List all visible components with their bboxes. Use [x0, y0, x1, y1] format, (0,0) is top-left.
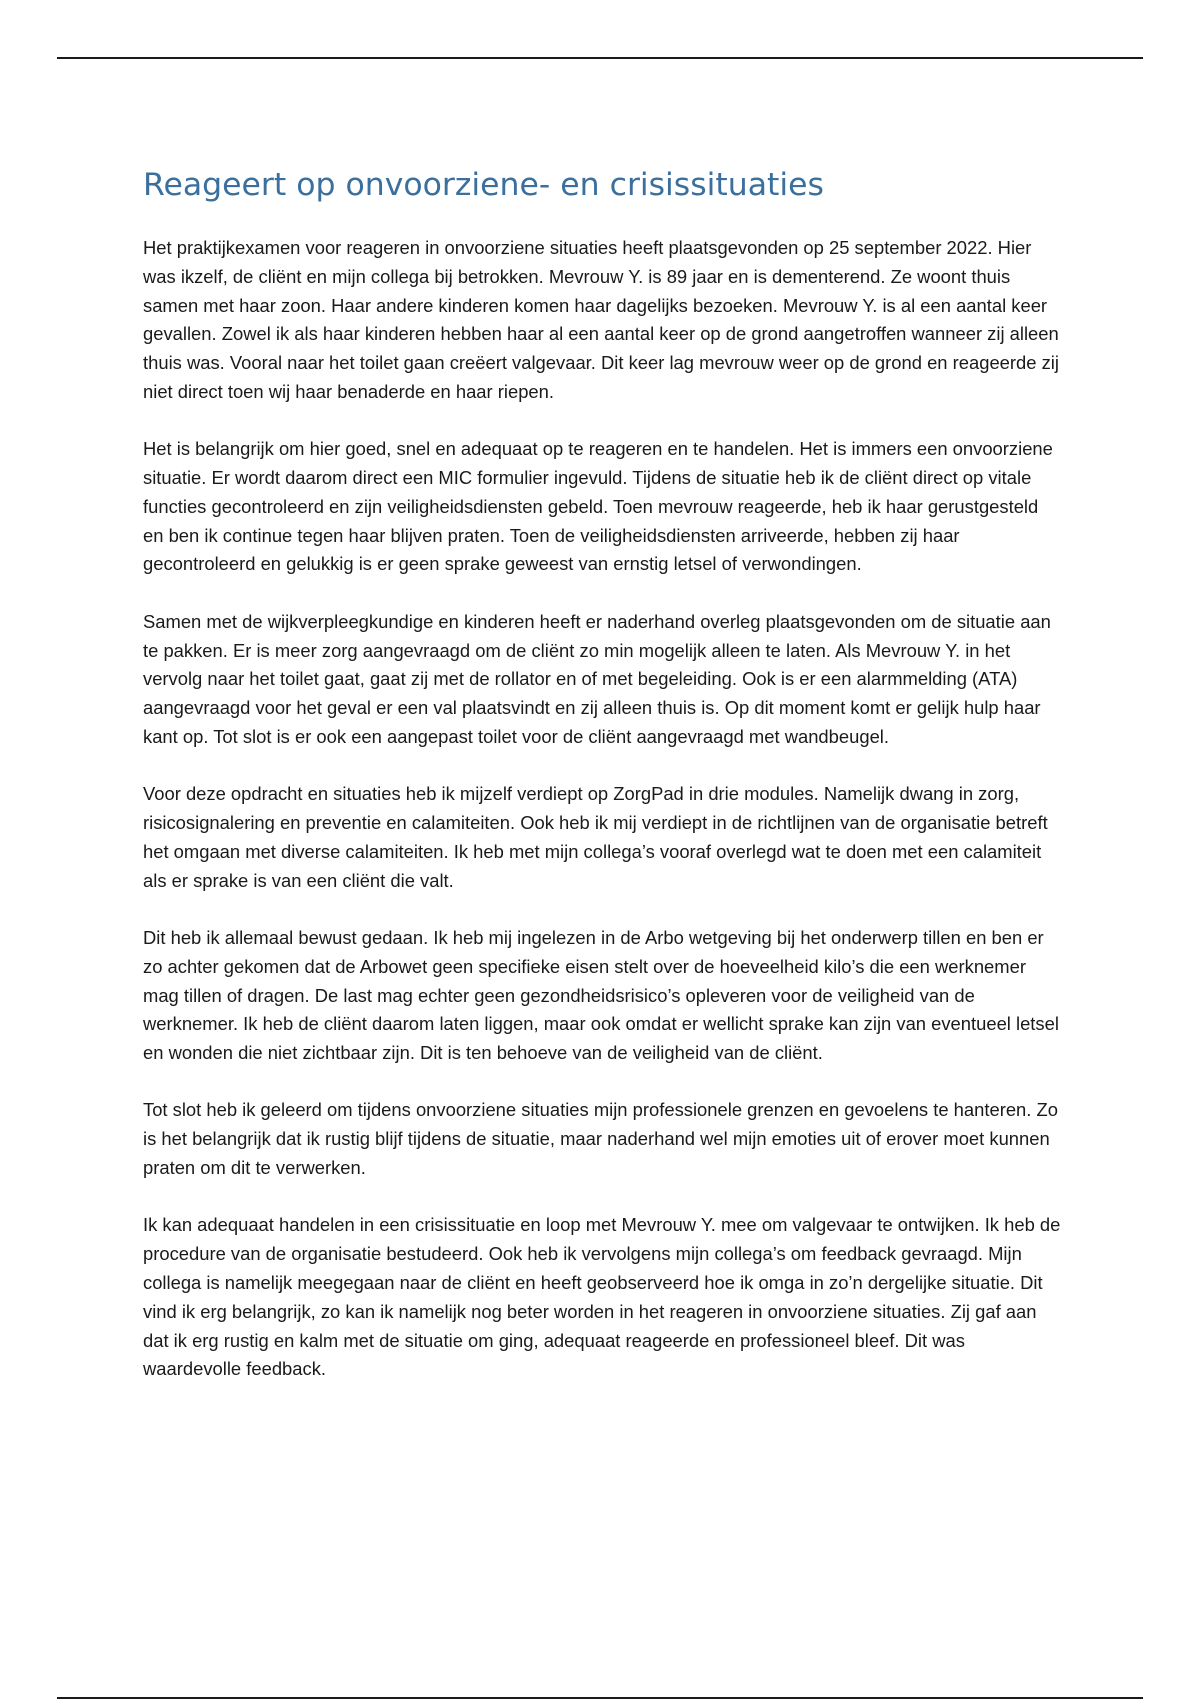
paragraph-3: Samen met de wijkverpleegkundige en kinderen heeft er naderhand overleg plaatsgevonden om de situatie aan te pakken. Er is meer zorg aangevraagd om de cliënt zo min mogelijk alleen te laten. Als Mevrouw Y. in het vervolg naar het toilet gaat, gaat zij met de rollator en of met begeleiding. Ook is er een alarmmelding (ATA) aangevraagd voor het geval er een val plaatsvindt en zij alleen thuis is. Op dit moment komt er gelijk hulp haar kant op. Tot slot is er ook een aangepast toilet voor de cliënt aangevraagd met wandbeugel.	[143, 610, 1051, 747]
header-rule	[57, 57, 1143, 59]
document-title: Reageert op onvoorziene- en crisissituaties	[143, 167, 824, 203]
paragraph-5: Dit heb ik allemaal bewust gedaan. Ik heb mij ingelezen in de Arbo wetgeving bij het onderwerp tillen en ben er zo achter gekomen dat de Arbowet geen specifieke eisen stelt over de hoeveelheid kilo’s die een werknemer mag tillen of dragen. De last mag echter geen gezondheidsrisico’s opleveren voor de veiligheid van de werknemer. Ik heb de cliënt daarom laten liggen, maar ook omdat er wellicht sprake kan zijn van eventueel letsel en wonden die niet zichtbaar zijn. Dit is ten behoeve van de veiligheid van de cliënt.	[143, 926, 1059, 1064]
paragraph-1: Het praktijkexamen voor reageren in onvoorziene situaties heeft plaatsgevonden op 25 september 2022. Hier was ikzelf, de cliënt en mijn collega bij betrokken. Mevrouw Y. is 89 jaar en is dementerend. Ze woont thuis samen met haar zoon. Haar andere kinderen komen haar dagelijks bezoeken. Mevrouw Y. is al een aantal keer gevallen. Zowel ik als haar kinderen hebben haar al een aantal keer op de grond aangetroffen wanneer zij alleen thuis was. Vooral naar het toilet gaan creëert valgevaar. Dit keer lag mevrouw weer op de grond en reageerde zij niet direct toen wij haar benaderde en haar riepen.	[143, 237, 1059, 402]
paragraph-7: Ik kan adequaat handelen in een crisissituatie en loop met Mevrouw Y. mee om valgevaar te ontwijken. Ik heb de procedure van de organisatie bestudeerd. Ook heb ik vervolgens mijn collega’s om feedback gevraagd. Mijn collega is namelijk meegegaan naar de cliënt en heeft geobserveerd hoe ik omga in zo’n dergelijke situatie. Dit vind ik erg belangrijk, zo kan ik namelijk nog beter worden in het reageren in onvoorziene situaties. Zij gaf aan dat ik erg rustig en kalm met de situatie om ging, adequaat reageerde en professioneel bleef. Dit was waardevolle feedback.	[143, 1214, 1061, 1380]
paragraph-6: Tot slot heb ik geleerd om tijdens onvoorziene situaties mijn professionele grenzen en gevoelens te hanteren. Zo is het belangrijk dat ik rustig blijf tijdens de situatie, maar naderhand wel mijn emoties uit of erover moet kunnen praten om dit te verwerken.	[143, 1099, 1058, 1179]
paragraph-4: Voor deze opdracht en situaties heb ik mijzelf verdiept op ZorgPad in drie modules. Namelijk dwang in zorg, risicosignalering en preventie en calamiteiten. Ook heb ik mij verdiept in de richtlijnen van de organisatie betreft het omgaan met diverse calamiteiten. Ik heb met mijn collega’s vooraf overlegd wat te doen met een calamiteit als er sprake is van een cliënt die valt.	[143, 783, 1048, 891]
footer-rule	[57, 1697, 1143, 1699]
paragraph-2: Het is belangrijk om hier goed, snel en adequaat op te reageren en te handelen. Het is immers een onvoorziene situatie. Er wordt daarom direct een MIC formulier ingevuld. Tijdens de situatie heb ik de cliënt direct op vitale functies gecontroleerd en zijn veiligheidsdiensten gebeld. Toen mevrouw reageerde, heb ik haar gerustgesteld en ben ik continue tegen haar blijven praten. Toen de veiligheidsdiensten arriveerde, hebben zij haar gecontroleerd en gelukkig is er geen sprake geweest van ernstig letsel of verwondingen.	[143, 438, 1053, 575]
document-body	[143, 160, 1063, 1413]
